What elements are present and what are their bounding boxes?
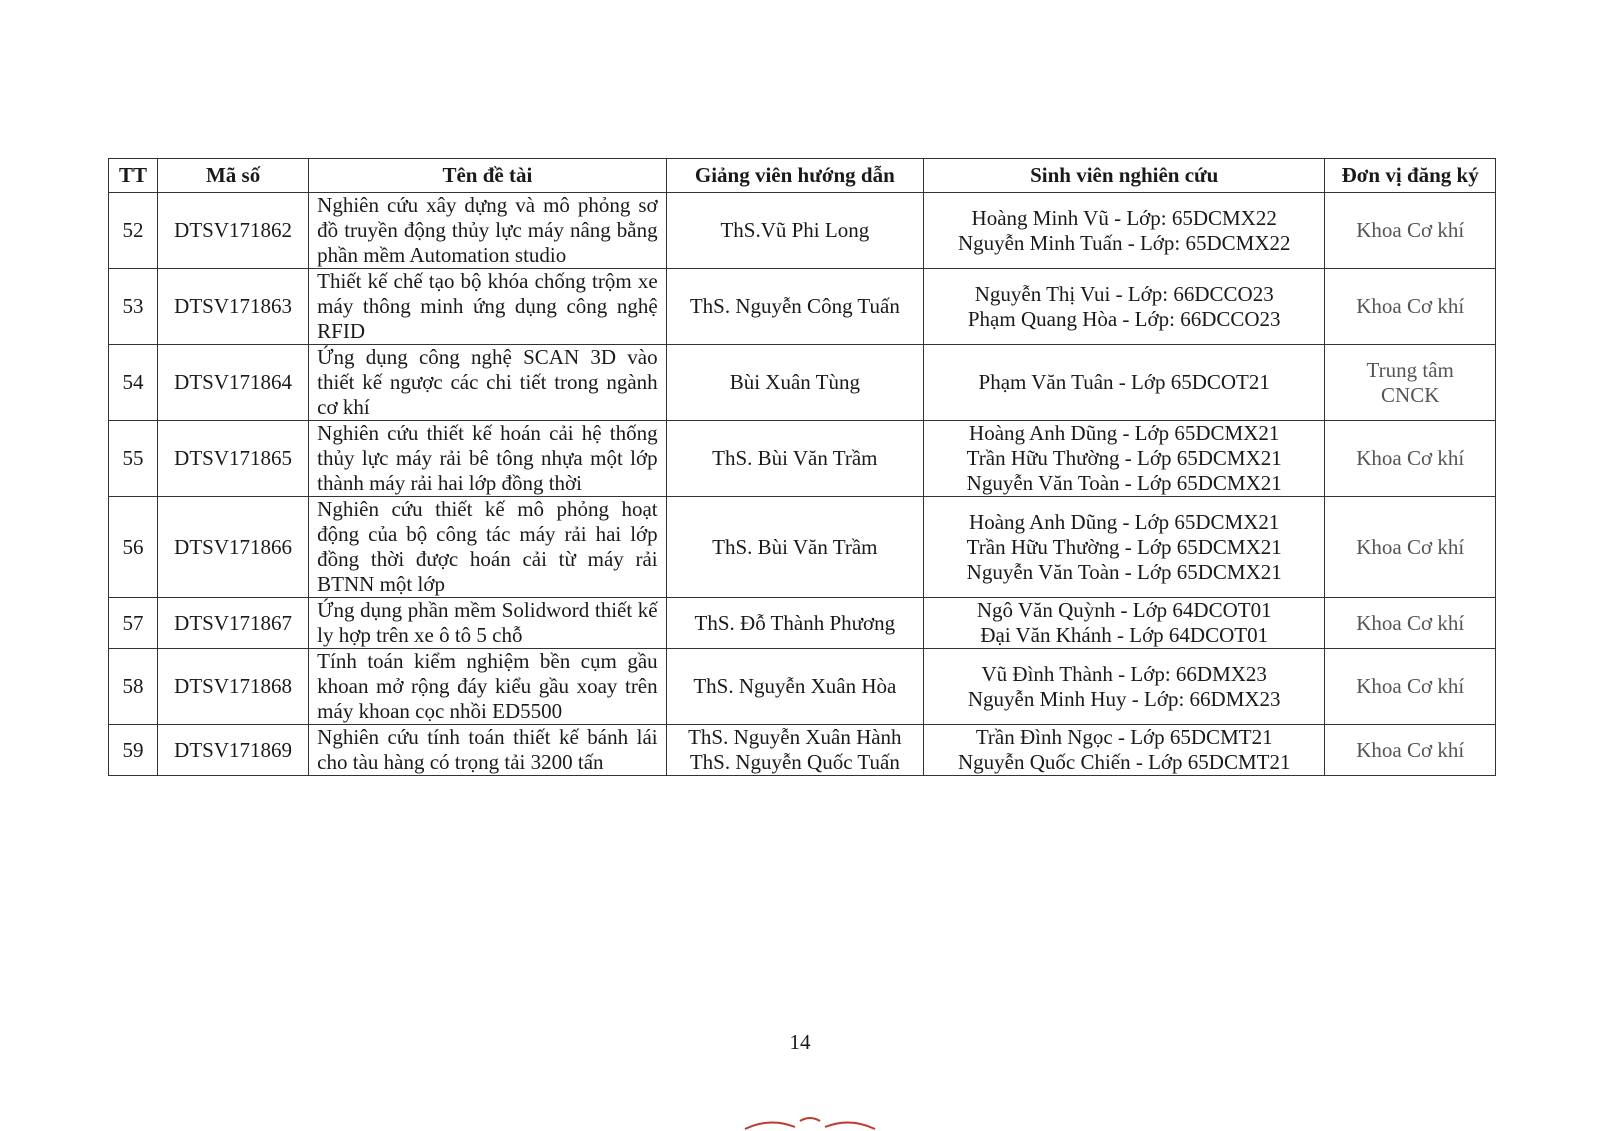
cell-students-line: Nguyễn Thị Vui - Lớp: 66DCCO23 [974,281,1274,306]
cell-unit [1325,649,1496,725]
cell-students-line: Vũ Đình Thành - Lớp: 66DMX23 [981,661,1267,686]
cell-tt: 52 [109,193,158,269]
cell-tt: 59 [109,725,158,776]
cell-students [924,345,1325,421]
header-title: Tên đề tài [309,159,666,193]
cell-students [924,598,1325,649]
seal-stamp-fragment [740,1115,880,1131]
table-row [109,497,1496,598]
cell-students [924,421,1325,497]
cell-title: Ứng dụng phần mềm Solidword thiết kế ly hợp trên xe ô tô 5 chỗ [309,598,666,649]
cell-advisor-line: ThS.Vũ Phi Long [720,218,870,242]
table-row [109,598,1496,649]
cell-unit-line: CNCK [1381,382,1440,407]
research-topics-table [108,158,1496,776]
cell-advisor-line: ThS. Nguyễn Xuân Hòa [693,674,897,698]
page-number: 14 [789,1030,811,1054]
cell-title: Tính toán kiểm nghiệm bền cụm gầu khoan mở rộng đáy kiểu gầu xoay trên máy khoan cọc nhồi ED5500 [309,649,666,725]
cell-unit-line: Khoa Cơ khí [1356,446,1465,470]
cell-advisor-line: ThS. Bùi Văn Trầm [712,534,878,559]
cell-students-line: Hoàng Anh Dũng - Lớp 65DCMX21 [969,421,1280,445]
cell-unit [1325,497,1496,598]
cell-unit [1325,345,1496,421]
header-advisor: Giảng viên hướng dẫn [666,159,923,193]
cell-students [924,193,1325,269]
cell-students [924,269,1325,345]
cell-advisor-line: ThS. Bùi Văn Trầm [712,446,878,470]
cell-unit-line: Khoa Cơ khí [1356,737,1465,762]
cell-unit-line: Khoa Cơ khí [1356,610,1465,635]
cell-students-line: Ngô Văn Quỳnh - Lớp 64DCOT01 [976,598,1272,622]
cell-tt: 54 [109,345,158,421]
cell-unit [1325,193,1496,269]
header-code: Mã số [158,159,309,193]
cell-tt: 55 [109,421,158,497]
cell-students-line: Trần Đình Ngọc - Lớp 65DCMT21 [975,725,1273,749]
cell-title: Nghiên cứu tính toán thiết kế bánh lái cho tàu hàng có trọng tải 3200 tấn [309,725,666,776]
table-row [109,269,1496,345]
cell-title: Nghiên cứu xây dựng và mô phỏng sơ đồ truyền động thủy lực máy nâng bằng phần mềm Automation studio [309,193,666,269]
cell-unit [1325,421,1496,497]
cell-students-line: Nguyễn Quốc Chiến - Lớp 65DCMT21 [957,750,1291,774]
cell-students-line: Trần Hữu Thường - Lớp 65DCMX21 [966,446,1282,470]
cell-advisor [666,269,923,345]
header-tt: TT [109,159,158,193]
cell-students-line: Nguyễn Minh Tuấn - Lớp: 65DCMX22 [957,230,1291,255]
cell-tt: 57 [109,598,158,649]
cell-advisor-line: ThS. Nguyễn Công Tuấn [689,294,900,318]
table-header-row [109,159,1496,193]
cell-advisor [666,598,923,649]
table-row [109,725,1496,776]
cell-unit [1325,269,1496,345]
cell-tt: 56 [109,497,158,598]
cell-unit [1325,725,1496,776]
cell-advisor-line: Bùi Xuân Tùng [729,370,860,394]
cell-unit-line: Khoa Cơ khí [1356,534,1465,559]
cell-unit-line: Khoa Cơ khí [1356,218,1465,242]
cell-tt: 53 [109,269,158,345]
cell-advisor-line: ThS. Nguyễn Quốc Tuấn [689,750,900,774]
cell-students-line: Trần Hữu Thường - Lớp 65DCMX21 [966,534,1282,559]
cell-advisor [666,497,923,598]
cell-students-line: Phạm Quang Hòa - Lớp: 66DCCO23 [967,306,1281,331]
cell-title: Nghiên cứu thiết kế hoán cải hệ thống thủy lực máy rải bê tông nhựa một lớp thành máy rải hai lớp đồng thời [309,421,666,497]
cell-advisor [666,421,923,497]
cell-advisor [666,193,923,269]
cell-students-line: Phạm Văn Tuân - Lớp 65DCOT21 [978,370,1270,394]
cell-students-line: Hoàng Minh Vũ - Lớp: 65DCMX22 [971,205,1277,230]
table-row [109,421,1496,497]
cell-students-line: Nguyễn Văn Toàn - Lớp 65DCMX21 [966,559,1282,584]
table-body [109,193,1496,776]
cell-advisor [666,649,923,725]
cell-students-line: Nguyễn Văn Toàn - Lớp 65DCMX21 [966,471,1282,495]
cell-code: DTSV171864 [158,345,309,421]
cell-advisor-line: ThS. Nguyễn Xuân Hành [688,725,902,749]
cell-students [924,649,1325,725]
cell-students [924,497,1325,598]
cell-code: DTSV171869 [158,725,309,776]
cell-advisor [666,725,923,776]
table-row [109,649,1496,725]
cell-tt: 58 [109,649,158,725]
cell-unit-line: Khoa Cơ khí [1356,674,1465,698]
cell-advisor-line: ThS. Đỗ Thành Phương [694,610,896,635]
cell-code: DTSV171863 [158,269,309,345]
cell-title: Ứng dụng công nghệ SCAN 3D vào thiết kế ngược các chi tiết trong ngành cơ khí [309,345,666,421]
cell-unit [1325,598,1496,649]
cell-code: DTSV171865 [158,421,309,497]
cell-advisor [666,345,923,421]
cell-code: DTSV171862 [158,193,309,269]
cell-students-line: Hoàng Anh Dũng - Lớp 65DCMX21 [969,509,1280,534]
cell-title: Thiết kế chế tạo bộ khóa chống trộm xe máy thông minh ứng dụng công nghệ RFID [309,269,666,345]
cell-students-line: Đại Văn Khánh - Lớp 64DCOT01 [980,623,1269,647]
cell-title: Nghiên cứu thiết kế mô phỏng hoạt động của bộ công tác máy rải hai lớp đồng thời được hoán cải từ máy rải BTNN một lớp [309,497,666,598]
header-students: Sinh viên nghiên cứu [924,159,1325,193]
cell-code: DTSV171868 [158,649,309,725]
cell-unit-line: Khoa Cơ khí [1356,294,1465,318]
cell-unit-line: Trung tâm [1366,357,1454,382]
header-unit: Đơn vị đăng ký [1325,159,1496,193]
table-row [109,345,1496,421]
cell-students-line: Nguyễn Minh Huy - Lớp: 66DMX23 [967,686,1281,711]
table-row [109,193,1496,269]
cell-students [924,725,1325,776]
cell-code: DTSV171867 [158,598,309,649]
cell-code: DTSV171866 [158,497,309,598]
